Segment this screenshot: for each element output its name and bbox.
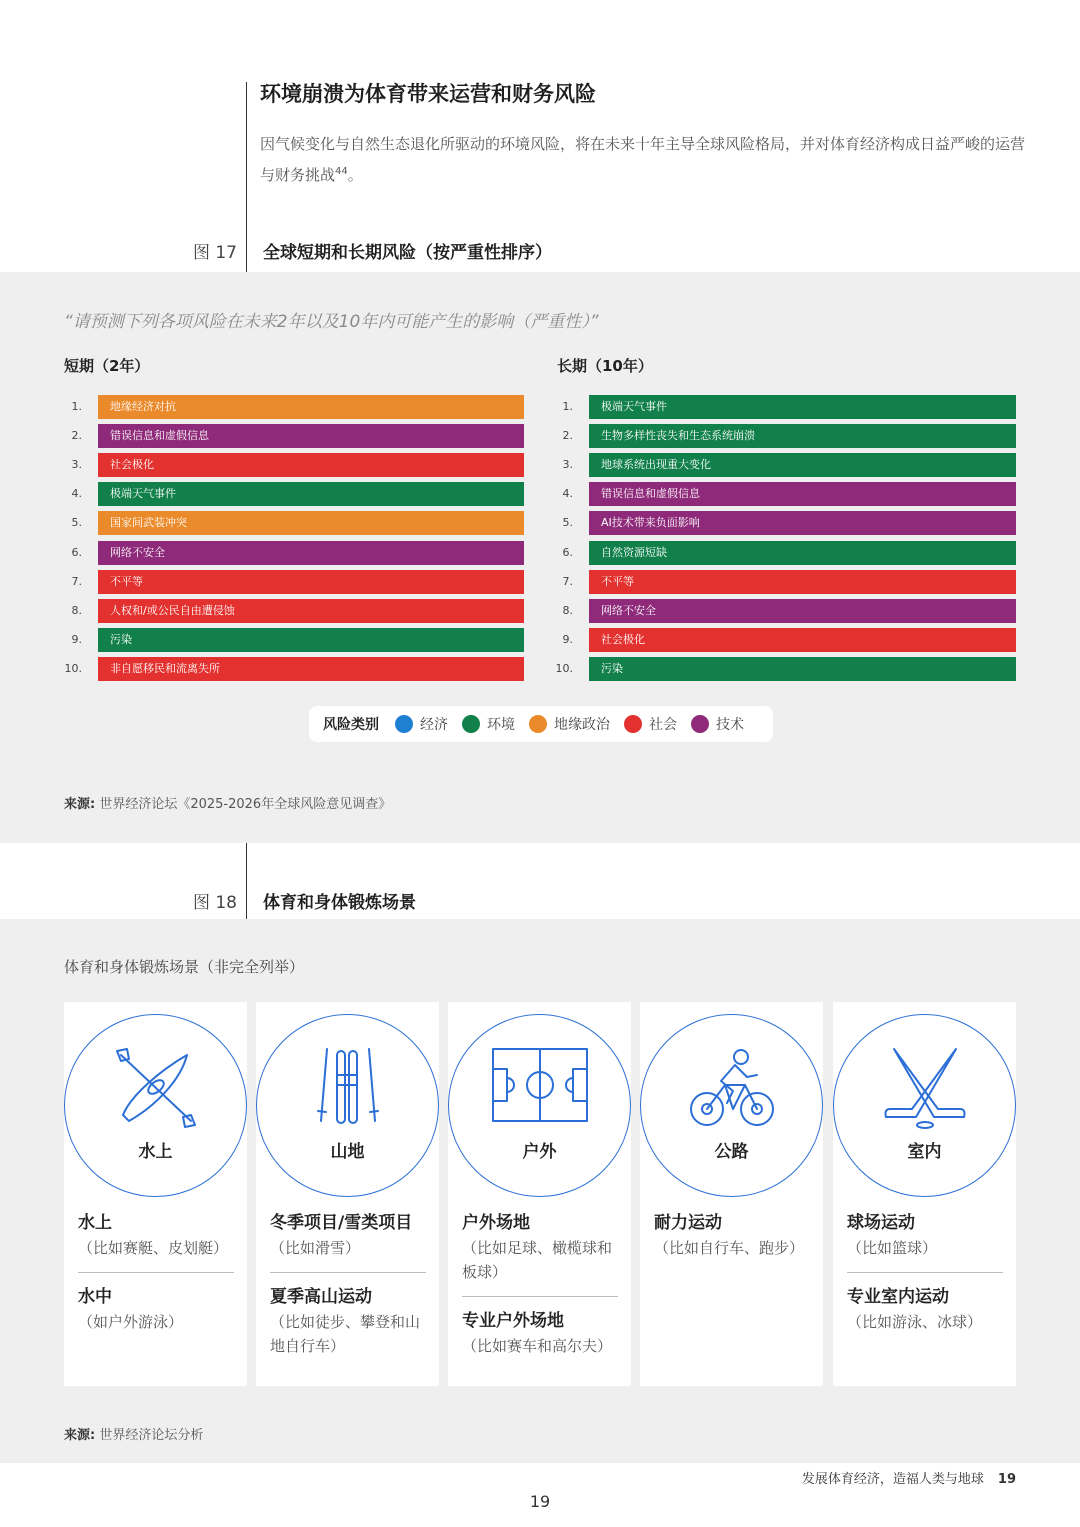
- risk-bar: AI技术带来负面影响: [589, 511, 1016, 535]
- scenario-label: 公路: [714, 1142, 749, 1162]
- short-term-heading: 短期（2年）: [64, 357, 150, 375]
- scenario-card: [64, 1002, 247, 1386]
- scenario-entry: [462, 1210, 622, 1284]
- risk-bar: 不平等: [98, 570, 524, 594]
- running-footer: 发展体育经济，造福人类与地球 19: [801, 1472, 1016, 1487]
- entry-description: （比如赛艇、皮划艇）: [78, 1239, 229, 1257]
- risk-rank: 3.: [71, 458, 82, 472]
- risk-row: [58, 453, 524, 477]
- risk-row: [548, 395, 1016, 419]
- legend-item-societal: [624, 714, 677, 734]
- risk-bar: 地缘经济对抗: [98, 395, 524, 419]
- risk-row: [58, 599, 524, 623]
- legend-dot: [395, 715, 413, 733]
- risk-bar: 极端天气事件: [589, 395, 1016, 419]
- figure17-number: 图 17: [192, 243, 237, 263]
- figure18-divider: [246, 843, 247, 919]
- legend-dot: [691, 715, 709, 733]
- entry-separator: [270, 1272, 426, 1273]
- legend-title: 风险类别: [323, 717, 379, 733]
- risk-rank: 10.: [64, 661, 82, 675]
- scenario-entry: [78, 1284, 238, 1334]
- risk-rank: 1.: [71, 400, 82, 413]
- legend-dot: [624, 715, 642, 733]
- entry-description: （比如篮球）: [847, 1239, 938, 1257]
- scenario-entry: [654, 1210, 814, 1260]
- risk-bar: 生物多样性丧失和生态系统崩溃: [589, 424, 1016, 448]
- page-number: 19: [529, 1492, 551, 1511]
- entry-description: （如户外游泳）: [78, 1313, 184, 1331]
- legend-label: 地缘政治: [554, 717, 610, 733]
- legend-item-technological: [691, 714, 744, 734]
- entry-separator: [462, 1296, 618, 1297]
- risk-legend: [309, 706, 773, 742]
- footnote-ref: 44: [335, 166, 348, 177]
- risk-rank: 2.: [71, 429, 82, 443]
- scenario-circle: [833, 1014, 1016, 1197]
- entry-separator: [78, 1272, 234, 1273]
- scenario-circle: [448, 1014, 631, 1197]
- risk-row: [548, 599, 1016, 623]
- risk-rank: 9.: [71, 632, 82, 646]
- entry-description: （比如游泳、冰球）: [847, 1313, 983, 1331]
- entry-title: 水中: [78, 1287, 112, 1307]
- risk-row: [548, 628, 1016, 652]
- scenario-label: 水上: [138, 1142, 173, 1162]
- scenario-circle: [64, 1014, 247, 1197]
- risk-rank: 6.: [71, 545, 82, 559]
- risk-row: [58, 511, 524, 535]
- figure18-title: 体育和身体锻炼场景: [263, 893, 416, 913]
- long-term-heading: 长期（10年）: [557, 357, 653, 375]
- legend-item-geopolitical: [529, 714, 610, 734]
- risk-row: [58, 657, 524, 681]
- entry-title: 专业室内运动: [847, 1287, 949, 1307]
- risk-row: [58, 424, 524, 448]
- risk-bar: 网络不安全: [589, 599, 1016, 623]
- scenario-circle: [256, 1014, 439, 1197]
- entry-description: （比如赛车和高尔夫）: [462, 1337, 613, 1355]
- risk-row: [58, 628, 524, 652]
- risk-rank: 10.: [555, 661, 573, 675]
- risk-rank: 9.: [562, 632, 573, 646]
- risk-rank: 7.: [71, 574, 82, 588]
- risk-bar: 地球系统出现重大变化: [589, 453, 1016, 477]
- legend-label: 经济: [420, 717, 448, 733]
- entry-title: 球场运动: [847, 1213, 915, 1233]
- risk-row: [548, 511, 1016, 535]
- figure17-title: 全球短期和长期风险（按严重性排序）: [263, 243, 552, 263]
- figure17-source: 来源: 世界经济论坛《2025-2026年全球风险意见调查》: [64, 797, 392, 812]
- entry-description: （比如徒步、攀登和山地自行车）: [270, 1313, 421, 1355]
- legend-label: 技术: [716, 717, 744, 733]
- risk-row: [58, 541, 524, 565]
- risk-rank: 6.: [562, 545, 573, 559]
- entry-title: 水上: [78, 1213, 112, 1233]
- section-intro: 因气候变化与自然生态退化所驱动的环境风险，将在未来十年主导全球风险格局，并对体育经济构成日益严峻的运营与财务挑战$^{44}$。: [260, 135, 1026, 184]
- risk-bar: 社会极化: [589, 628, 1016, 652]
- scenario-entry: [462, 1308, 622, 1358]
- risk-row: [548, 424, 1016, 448]
- risk-bar: 错误信息和虚假信息: [589, 482, 1016, 506]
- risk-row: [548, 657, 1016, 681]
- risk-row: [548, 482, 1016, 506]
- risk-bar: 国家间武装冲突: [98, 511, 524, 535]
- legend-label: 环境: [487, 717, 515, 733]
- scenario-entry: [270, 1210, 430, 1260]
- scenario-label: 户外: [522, 1142, 557, 1162]
- legend-dot: [529, 715, 547, 733]
- risk-row: [58, 570, 524, 594]
- risk-rank: 8.: [71, 603, 82, 617]
- scenario-card: [448, 1002, 631, 1386]
- risk-row: [548, 570, 1016, 594]
- scenario-entry: [847, 1210, 1007, 1260]
- risk-bar: 网络不安全: [98, 541, 524, 565]
- risk-rank: 1.: [562, 400, 573, 413]
- risk-rank: 5.: [71, 516, 82, 530]
- figure18-number: 图 18: [192, 893, 237, 913]
- risk-bar: 非自愿移民和流离失所: [98, 657, 524, 681]
- risk-rank: 8.: [562, 603, 573, 617]
- legend-dot: [462, 715, 480, 733]
- risk-row: [58, 395, 524, 419]
- risk-bar: 极端天气事件: [98, 482, 524, 506]
- scenario-label: 山地: [330, 1142, 365, 1162]
- scenario-label: 室内: [907, 1142, 942, 1162]
- risk-rank: 2.: [562, 429, 573, 443]
- entry-description: （比如足球、橄榄球和板球）: [462, 1239, 613, 1281]
- scenario-entry: [847, 1284, 1007, 1334]
- risk-rank: 7.: [562, 574, 573, 588]
- scenario-card: [640, 1002, 823, 1386]
- risk-rank: 4.: [71, 487, 82, 501]
- legend-label: 社会: [649, 717, 677, 733]
- scenario-entry: [270, 1284, 430, 1358]
- corner-page-number: 19: [997, 1472, 1016, 1487]
- entry-title: 专业户外场地: [462, 1311, 564, 1331]
- entry-title: 夏季高山运动: [270, 1287, 372, 1307]
- survey-question: “请预测下列各项风险在未来2年以及10年内可能产生的影响（严重性）”: [64, 312, 599, 332]
- risk-bar: 污染: [589, 657, 1016, 681]
- entry-description: （比如自行车、跑步）: [654, 1239, 805, 1257]
- risk-bar: 人权和/或公民自由遭侵蚀: [98, 599, 524, 623]
- section-title: 环境崩溃为体育带来运营和财务风险: [260, 82, 596, 106]
- risk-rank: 3.: [562, 458, 573, 472]
- risk-rank: 4.: [562, 487, 573, 501]
- scenario-entry: [78, 1210, 238, 1260]
- entry-title: 冬季项目/雪类项目: [270, 1213, 413, 1233]
- figure18-subtitle: 体育和身体锻炼场景（非完全列举）: [64, 958, 305, 976]
- scenario-card: [833, 1002, 1016, 1386]
- header-divider: [246, 82, 247, 272]
- scenario-card: [256, 1002, 439, 1386]
- risk-row: [548, 453, 1016, 477]
- risk-bar: 错误信息和虚假信息: [98, 424, 524, 448]
- risk-bar: 污染: [98, 628, 524, 652]
- legend-item-economic: [395, 714, 448, 734]
- risk-bar: 社会极化: [98, 453, 524, 477]
- risk-row: [58, 482, 524, 506]
- entry-description: （比如滑雪）: [270, 1239, 361, 1257]
- scenario-circle: [640, 1014, 823, 1197]
- legend-item-environmental: [462, 714, 515, 734]
- figure18-source: 来源: 世界经济论坛分析: [64, 1428, 204, 1443]
- entry-title: 耐力运动: [654, 1213, 722, 1233]
- risk-bar: 不平等: [589, 570, 1016, 594]
- risk-row: [548, 541, 1016, 565]
- risk-rank: 5.: [562, 516, 573, 530]
- risk-bar: 自然资源短缺: [589, 541, 1016, 565]
- entry-separator: [847, 1272, 1003, 1273]
- entry-title: 户外场地: [462, 1213, 530, 1233]
